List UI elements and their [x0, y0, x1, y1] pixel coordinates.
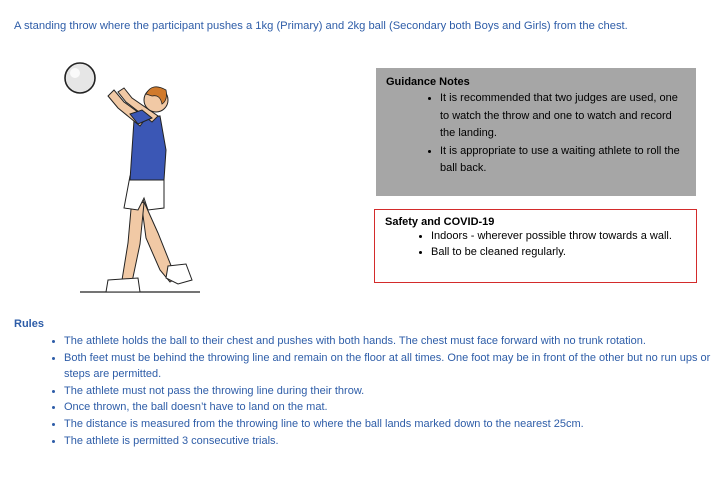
athlete-chest-push-figure [60, 58, 210, 298]
rule-item: • The athlete must not pass the throwing line during their throw. [64, 383, 720, 400]
rules-list [14, 333, 720, 449]
rule-item: • The athlete is permitted 3 consecutive trials. [64, 433, 720, 450]
rule-item: • Once thrown, the ball doesn’t have to land on the mat. [64, 399, 720, 416]
intro-text: A standing throw where the participant pushes a 1kg (Primary) and 2kg ball (Secondary both Boys and Girls) from the chest. [14, 20, 628, 32]
guidance-notes-box [376, 68, 696, 196]
rule-item: • The athlete holds the ball to their chest and pushes with both hands. The chest must face forward with no trunk rotation. [64, 333, 720, 350]
guidance-notes-title: Guidance Notes [386, 76, 470, 88]
safety-covid-list [385, 230, 686, 259]
guidance-note-item: • It is appropriate to use a waiting athlete to roll the ball back. [440, 143, 686, 178]
safety-covid-box [374, 209, 697, 283]
guidance-note-item: • It is recommended that two judges are used, one to watch the throw and one to watch and record the landing. [440, 90, 686, 143]
safety-item: • Ball to be cleaned regularly. [431, 246, 686, 260]
rule-item: • Both feet must be behind the throwing line and remain on the floor at all times. One foot may be in front of the other but no run ups or steps are permitted. [64, 350, 720, 383]
rules-heading: Rules [14, 318, 44, 330]
safety-item: • Indoors - wherever possible throw towards a wall. [431, 230, 686, 244]
safety-covid-title: Safety and COVID-19 [385, 216, 495, 228]
rule-item: • The distance is measured from the throwing line to where the ball lands marked down to the nearest 25cm. [64, 416, 720, 433]
guidance-notes-list [386, 90, 686, 178]
